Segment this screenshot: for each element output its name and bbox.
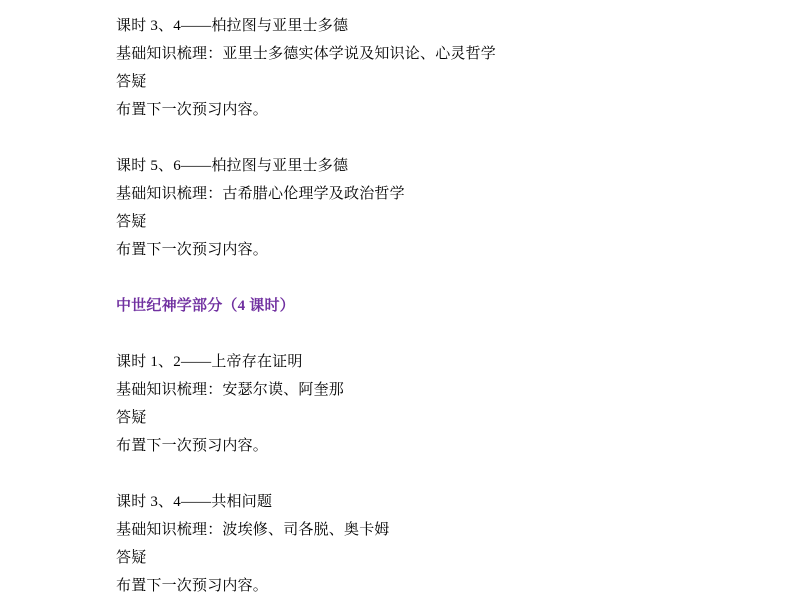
document-body bbox=[116, 12, 716, 600]
text-line: 基础知识梳理：安瑟尔谟、阿奎那 bbox=[116, 382, 345, 398]
text-line: 课时 3、4——共相问题 bbox=[116, 494, 273, 510]
text-line: 答疑 bbox=[116, 410, 147, 426]
paragraph-spacer bbox=[116, 124, 716, 152]
text-line: 答疑 bbox=[116, 550, 147, 566]
text-line: 基础知识梳理：波埃修、司各脱、奥卡姆 bbox=[116, 522, 390, 538]
text-line: 基础知识梳理：亚里士多德实体学说及知识论、心灵哲学 bbox=[116, 46, 497, 62]
paragraph-spacer bbox=[116, 264, 716, 292]
paragraph-spacer bbox=[116, 320, 716, 348]
text-line: 布置下一次预习内容。 bbox=[116, 578, 269, 594]
paragraph-block bbox=[116, 12, 716, 124]
paragraph-spacer bbox=[116, 460, 716, 488]
paragraph-block bbox=[116, 152, 716, 264]
paragraph-block bbox=[116, 488, 716, 600]
text-line: 布置下一次预习内容。 bbox=[116, 438, 269, 454]
text-line: 答疑 bbox=[116, 74, 147, 90]
section-heading: 中世纪神学部分（4 课时） bbox=[116, 298, 295, 314]
paragraph-block bbox=[116, 348, 716, 460]
text-line: 答疑 bbox=[116, 214, 147, 230]
text-line: 布置下一次预习内容。 bbox=[116, 242, 269, 258]
text-line: 布置下一次预习内容。 bbox=[116, 102, 269, 118]
text-line: 课时 1、2——上帝存在证明 bbox=[116, 354, 303, 370]
text-line: 基础知识梳理：古希腊心伦理学及政治哲学 bbox=[116, 186, 405, 202]
text-line: 课时 3、4——柏拉图与亚里士多德 bbox=[116, 18, 349, 34]
text-line: 课时 5、6——柏拉图与亚里士多德 bbox=[116, 158, 349, 174]
section-heading-block bbox=[116, 292, 716, 320]
